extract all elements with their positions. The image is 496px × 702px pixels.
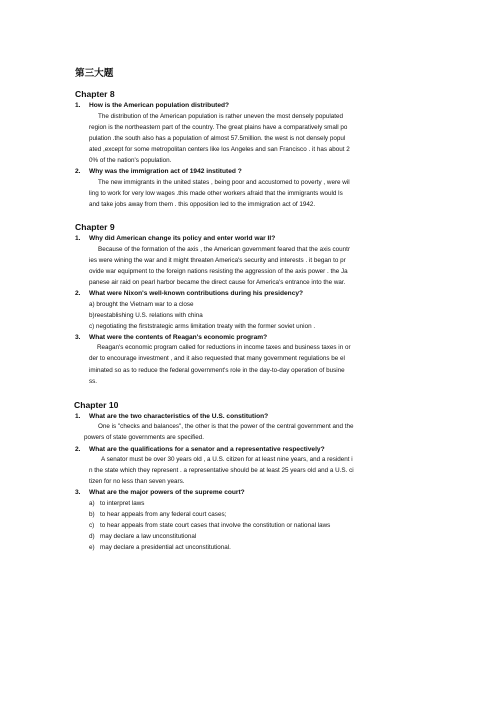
answer-line: n the state which they represent . a representative should be at least 25 years old and a U.S. ci: [89, 467, 354, 475]
answer-line: ies were wining the war and it might threaten America's security and interests . it began to pr: [89, 256, 346, 264]
question-number: 2.: [75, 168, 81, 176]
list-item: b)reestablishing U.S. relations with china: [89, 311, 203, 319]
answer-line: The distribution of the American population is rather uneven the most densely populated: [98, 112, 344, 120]
answer: [75, 342, 427, 386]
answer: [75, 244, 427, 288]
answer-line: The new immigrants in the united states , being poor and accustomed to poverty , were wil: [98, 178, 350, 186]
question-number: 3.: [75, 333, 81, 341]
answer: [75, 454, 427, 487]
list-item: a) brought the Vietnam war to a close: [89, 300, 194, 308]
answer-line: and take jobs away from them . this opposition led to the immigration act of 1942.: [89, 200, 316, 208]
list-item-text: to interpret laws: [100, 500, 145, 507]
list-item: [89, 509, 427, 520]
answer: [75, 421, 427, 443]
question: [75, 101, 427, 111]
answer-list: [75, 299, 427, 332]
document-content: [75, 68, 427, 553]
question: [75, 234, 427, 244]
question-text: What were the contents of Reagan's economic program?: [89, 333, 268, 341]
question-text: Why did American change its policy and enter world war II?: [89, 234, 276, 242]
question: [75, 488, 427, 498]
question: [75, 445, 427, 455]
chapter-8-heading: Chapter 8: [75, 89, 115, 99]
answer-line: ss.: [89, 377, 98, 385]
question-number: 2.: [75, 289, 81, 297]
list-item-text: may declare a law unconstitutional: [100, 533, 197, 541]
list-item: [89, 531, 427, 542]
chapter-10-heading: Chapter 10: [74, 399, 119, 410]
answer-line: Because of the formation of the axis , the American government feared that the axis countr: [98, 245, 351, 253]
list-marker: b): [89, 511, 95, 519]
question-text: What are the major powers of the supreme court?: [89, 489, 245, 497]
question-text: What are the two characteristics of the U.S. constitution?: [89, 412, 269, 420]
list-marker: c): [89, 522, 95, 530]
list-item: [89, 542, 427, 553]
list-item-text: to hear appeals from any federal court cases;: [100, 511, 227, 519]
question: [75, 333, 427, 343]
list-marker: d): [89, 533, 95, 541]
list-marker: a): [89, 500, 95, 507]
question-number: 3.: [75, 489, 81, 497]
chapter-9-heading: Chapter 9: [75, 221, 115, 232]
answer-line: ated ,except for some metropolitan centers like los Angeles and san Francisco . it has about 2: [89, 145, 350, 153]
question-text: What were Nixon's well-known contributions during his presidency?: [89, 289, 304, 297]
answer: [75, 177, 427, 210]
answer: [75, 111, 427, 166]
question-text: How is the American population distributed?: [89, 102, 230, 109]
answer-line: ovide war equipment to the foreign nations resisting the aggression of the axis power . the Ja: [89, 267, 348, 275]
question-number: 1.: [75, 234, 81, 242]
answer-line: tizen for no less than seven years.: [89, 478, 185, 486]
list-item-text: to hear appeals from state court cases that involve the constitution or national laws: [100, 522, 331, 530]
page-title: 第三大题: [75, 68, 114, 79]
powers-list: [75, 498, 427, 553]
question: [75, 412, 427, 422]
list-marker: e): [89, 544, 95, 552]
answer-line: panese air raid on pearl harbor became the direct cause for America's entrance into the war.: [89, 278, 346, 286]
list-item: [89, 520, 427, 531]
list-item: [89, 498, 427, 509]
question-number: 1.: [75, 102, 81, 109]
question-text: What are the qualifications for a senator and a representative respectively?: [89, 445, 325, 453]
question-text: Why was the immigration act of 1942 instituted ?: [89, 168, 242, 176]
answer-line: Reagan's economic program called for reductions in income taxes and business taxes in or: [97, 344, 351, 352]
answer-line: der to encourage investment , and it also requested that many government regulations be el: [89, 355, 345, 363]
answer-line: pulation .the south also has a population of almost 57.5million. the west is not densely popul: [89, 134, 346, 142]
list-item: c) negotiating the firststrategic arms limitation treaty with the former soviet union .: [89, 322, 316, 330]
question: [75, 289, 427, 299]
answer-line: One is "checks and balances", the other is that the power of the central government and the: [98, 423, 354, 431]
question-number: 2.: [75, 445, 81, 453]
question: [75, 167, 427, 177]
answer-line: ling to work for very low wages .this made other workers afraid that the immigrants would ls: [89, 189, 343, 197]
answer-line: A senator must be over 30 years old , a U.S. citizen for at least nine years, and a resident i: [101, 456, 353, 464]
question-number: 1.: [75, 412, 81, 420]
answer-line: 0% of the nation's population.: [89, 156, 172, 164]
answer-line: powers of state governments are specified.: [84, 434, 205, 442]
answer-line: iminated so as to reduce the federal government's role in the day-to-day operation of busine: [89, 366, 345, 374]
list-item-text: may declare a presidential act unconstitutional.: [100, 544, 231, 552]
answer-line: region is the northeastern part of the country. The great plains have a comparatively small po: [89, 123, 348, 131]
